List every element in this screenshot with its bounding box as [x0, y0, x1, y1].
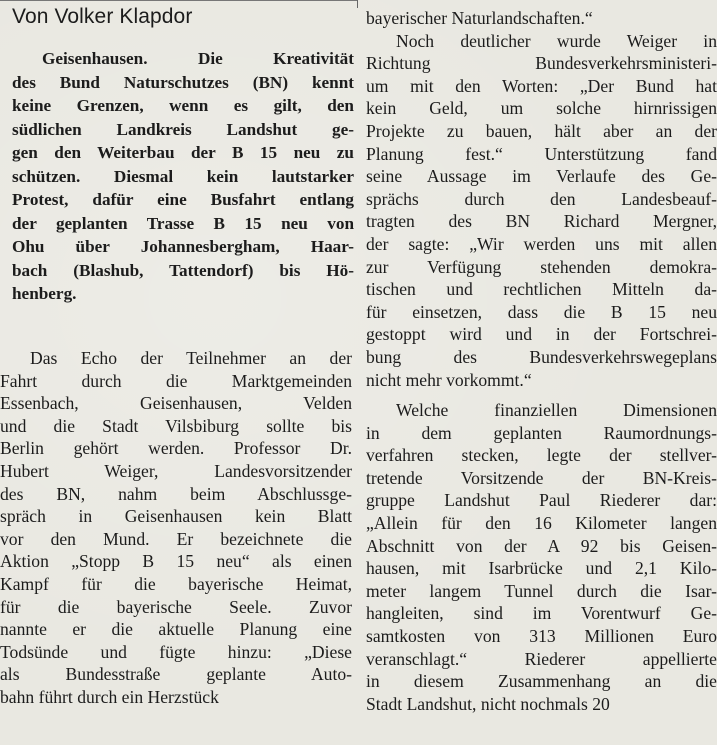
body-line: Aktion „Stopp B 15 neu“ als einen: [0, 551, 352, 572]
body-line: bayerischer Naturlandschaften.“: [366, 8, 593, 28]
body-line: Projekte zu bauen, hält aber an der: [366, 120, 717, 141]
body-line: Berlin gehört werden. Professor Dr.: [0, 438, 352, 459]
body-line: Hubert Weiger, Landesvorsitzender: [0, 460, 352, 481]
body-line: meter langem Tunnel durch die Isar-: [366, 580, 717, 601]
body-line: der sagte: „Wir werden uns mit allen: [366, 233, 717, 254]
column-divider: [357, 0, 358, 8]
lead-line: des Bund Naturschutzes (BN) kennt: [12, 72, 354, 92]
body-paragraph-left: [0, 347, 352, 709]
body-line: Fahrt durch die Marktgemeinden: [0, 370, 352, 391]
lead-line: bach (Blashub, Tattendorf) bis Hö-: [12, 260, 354, 280]
body-line: des BN, nahm beim Abschlussge-: [0, 483, 352, 504]
body-line: hangleiten, sind im Vorentwurf Ge-: [366, 603, 717, 624]
body-line: als Bundesstraße geplante Auto-: [0, 664, 352, 685]
body-line: um mit den Worten: „Der Bund hat: [366, 75, 717, 96]
body-line: tretende Vorsitzende der BN-Kreis-: [366, 467, 717, 488]
body-line: nannte er die aktuelle Planung eine: [0, 619, 352, 640]
body-line: Welche finanziellen Dimensionen: [396, 400, 717, 421]
lead-line: henberg.: [12, 284, 77, 303]
body-line: sprächs durch den Landesbeauf-: [366, 188, 717, 209]
body-line: Kampf für die bayerische Heimat,: [0, 573, 352, 594]
body-line: und die Stadt Vilsbiburg sollte bis: [0, 415, 352, 436]
body-line: Richtung Bundesverkehrsministeri-: [366, 53, 717, 74]
body-line: kein Geld, um solche hirnrissigen: [366, 98, 717, 119]
body-line: gruppe Landshut Paul Riederer dar:: [366, 490, 717, 511]
lead-paragraph: [12, 47, 354, 306]
byline: Von Volker Klapdor: [12, 5, 193, 28]
body-line: tragten des BN Richard Mergner,: [366, 211, 717, 232]
body-line: spräch in Geisenhausen kein Blatt: [0, 506, 352, 527]
body-line: „Allein für den 16 Kilometer langen: [366, 513, 717, 534]
body-line: für die bayerische Seele. Zuvor: [0, 596, 352, 617]
body-line: Stadt Landshut, nicht nochmals 20: [366, 693, 610, 714]
body-line: Todsünde und fügte hinzu: „Diese: [0, 641, 352, 662]
lead-line: schützen. Diesmal kein lautstarker: [12, 166, 354, 186]
lead-line: südlichen Landkreis Landshut ge-: [12, 119, 354, 139]
body-paragraphs-right: [366, 7, 717, 715]
body-line: in dem geplanten Raumordnungs-: [366, 422, 717, 443]
body-line: seine Aussage im Verlaufe des Ge-: [366, 166, 717, 187]
lead-line: der geplanten Trasse B 15 neu von: [12, 213, 354, 233]
body-line: veranschlagt.“ Riederer appellierte: [366, 648, 717, 669]
body-line: verfahren stecken, legte der stellver-: [366, 445, 717, 466]
lead-line: gen den Weiterbau der B 15 neu zu: [12, 143, 354, 162]
body-line: gestoppt wird und in der Fortschrei-: [366, 324, 717, 345]
body-line: tischen und rechtlichen Mitteln da-: [366, 279, 717, 300]
body-line: vor den Mund. Er bezeichnete die: [0, 528, 352, 549]
body-line: Das Echo der Teilnehmer an der: [30, 348, 352, 368]
body-line: Essenbach, Geisenhausen, Velden: [0, 393, 352, 414]
body-line: zur Verfügung stehenden demokra-: [366, 256, 717, 277]
body-line: samtkosten von 313 Millionen Euro: [366, 626, 717, 647]
body-line: bahn führt durch ein Herzstück: [0, 686, 219, 707]
paragraph-gap: [366, 391, 717, 399]
lead-line: keine Grenzen, wenn es gilt, den: [12, 96, 354, 115]
body-line: hausen, mit Isarbrücke und 2,1 Kilo-: [366, 558, 717, 579]
body-line: nicht mehr vorkommt.“: [366, 369, 532, 390]
body-line: Noch deutlicher wurde Weiger in: [396, 30, 717, 51]
body-line: Planung fest.“ Unterstützung fand: [366, 143, 717, 164]
top-rule: [0, 0, 357, 1]
body-line: Abschnitt von der A 92 bis Geisen-: [366, 535, 717, 556]
lead-line: Protest, dafür eine Busfahrt entlang: [12, 190, 354, 209]
lead-line: Geisenhausen. Die Kreativität: [42, 49, 354, 68]
body-line: in diesem Zusammenhang an die: [366, 671, 717, 692]
lead-line: Ohu über Johannesbergham, Haar-: [12, 237, 354, 256]
body-line: für einsetzen, dass die B 15 neu: [366, 301, 717, 322]
body-line: bung des Bundesverkehrswegeplans: [366, 346, 717, 367]
